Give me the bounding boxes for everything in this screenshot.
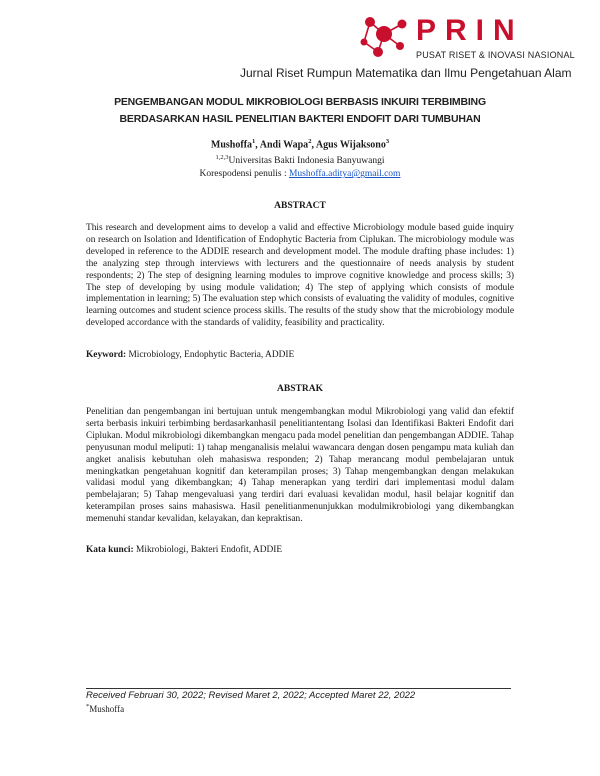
correspondence-line	[100, 168, 500, 181]
footer-rule	[86, 688, 511, 689]
title-line-1: PENGEMBANGAN MODUL MIKROBIOLOGI BERBASIS INKUIRI TERBIMBING	[114, 96, 486, 108]
kata-kunci-list: Mikrobiologi, Bakteri Endofit, ADDIE	[136, 545, 283, 555]
correspondence-label: Korespodensi penulis :	[199, 169, 289, 180]
abstrak-text: Penelitian dan pengembangan ini bertujuan untuk mengembangkan modul Mikrobiologi yang valid dan efektif serta berbasis inkuiri terbimbing berdasarkanhasil penelitiantentang Isolasi dan Identifikasi Bakteri Endofit dari Ciplukan. Modul mikrobiologi dikembangkan mengacu pada model penelitian dan pengembangan ADDIE. Tahap penyusunan modul meliputi: 1) tahap menganalisis melalui wawancara dengan dosen pengampu mata kuliah dan angket analisis kebutuhan oleh mahasiswa responden; 2) Tahap merancang modul pembelajaran untuk meningkatkan pengetahuan kognitif dan keterampilan proses; 3) Tahap mengembangkan dengan melakukan validasi modul yang dikembangkan; 4) Tahap menerapkan yang terdiri dari implementasi modul dalam pembelajaran; 5) Tahap mengevaluasi yang terdiri dari evaluasi kevalidan modul, hasil belajar kognitif dan keterampilan proses sains mahasiswa. Hasil penelitianmenunjukkan modulmikrobiologi yang dikembangkan memenuhi standar kevalidan, kelayakan, dan kepraktisan.	[86, 407, 514, 525]
author-sup: 1	[252, 138, 256, 145]
keyword-label: Keyword:	[86, 350, 127, 360]
received-dates: Received Februari 30, 2022; Revised Maret 2, 2022; Accepted Maret 22, 2022	[86, 690, 416, 701]
abstract-text: This research and development aims to develop a valid and effective Microbiology module based guide inquiry on research on Isolation and Identification of Endophytic Bacteria from Ciplukan. The microbiology module was developed in reference to the ADDIE research and development model. The module drafting phase includes: 1) the analyzing step through interviews with lecturers and the questionnaire of needs analysis by student respondents; 2) The step of designing learning modules to improve cognitive knowledge and process skills; 3) The step of developing by using module validation; 4) The step of applying which consists of module implementation in learning; 5) The evaluation step which consists of evaluating the validity of modules, cognitive learning outcomes and student science process skills. The results of the study show that the microbiology module developed accordance with the standards of validity, feasibility and practicality.	[86, 223, 514, 329]
logo-subtitle: PUSAT RISET & INOVASI NASIONAL	[416, 50, 575, 60]
author-name: Andi Wapa	[259, 139, 309, 151]
footnote-marker: *	[86, 703, 90, 710]
author-separator: ,	[311, 139, 316, 151]
paper-title	[60, 94, 540, 128]
abstrak-heading: ABSTRAK	[277, 384, 323, 394]
prin-logo	[358, 12, 575, 62]
abstract-heading: ABSTRACT	[274, 201, 326, 211]
molecule-logo-icon	[358, 12, 414, 62]
email-link[interactable]: Mushoffa.aditya@gmail.com	[288, 169, 401, 180]
logo-word: PRIN	[416, 14, 524, 47]
affiliation-block	[100, 151, 500, 181]
footnote-text: Mushoffa	[89, 704, 125, 714]
keyword-list: Microbiology, Endophytic Bacteria, ADDIE	[128, 350, 295, 360]
affiliation-line	[100, 151, 500, 168]
author-sup: 2	[308, 138, 312, 145]
author-name: Mushoffa	[210, 139, 253, 151]
abstract-keywords	[86, 350, 514, 360]
journal-name: Jurnal Riset Rumpun Matematika dan Ilmu Pengetahuan Alam	[240, 66, 572, 80]
author-separator: ,	[255, 139, 260, 151]
footnote	[86, 703, 124, 714]
affiliation: Universitas Bakti Indonesia Banyuwangi	[228, 156, 385, 167]
author-list	[100, 138, 500, 150]
author-name: Agus Wijaksono	[315, 139, 386, 151]
author-sup: 3	[385, 138, 390, 145]
title-line-2: BERDASARKAN HASIL PENELITIAN BAKTERI ENDOFIT DARI TUMBUHAN	[119, 113, 481, 125]
affiliation-sup: 1,2,3	[215, 154, 229, 161]
abstrak-keywords	[86, 545, 514, 555]
kata-kunci-label: Kata kunci:	[86, 545, 134, 555]
